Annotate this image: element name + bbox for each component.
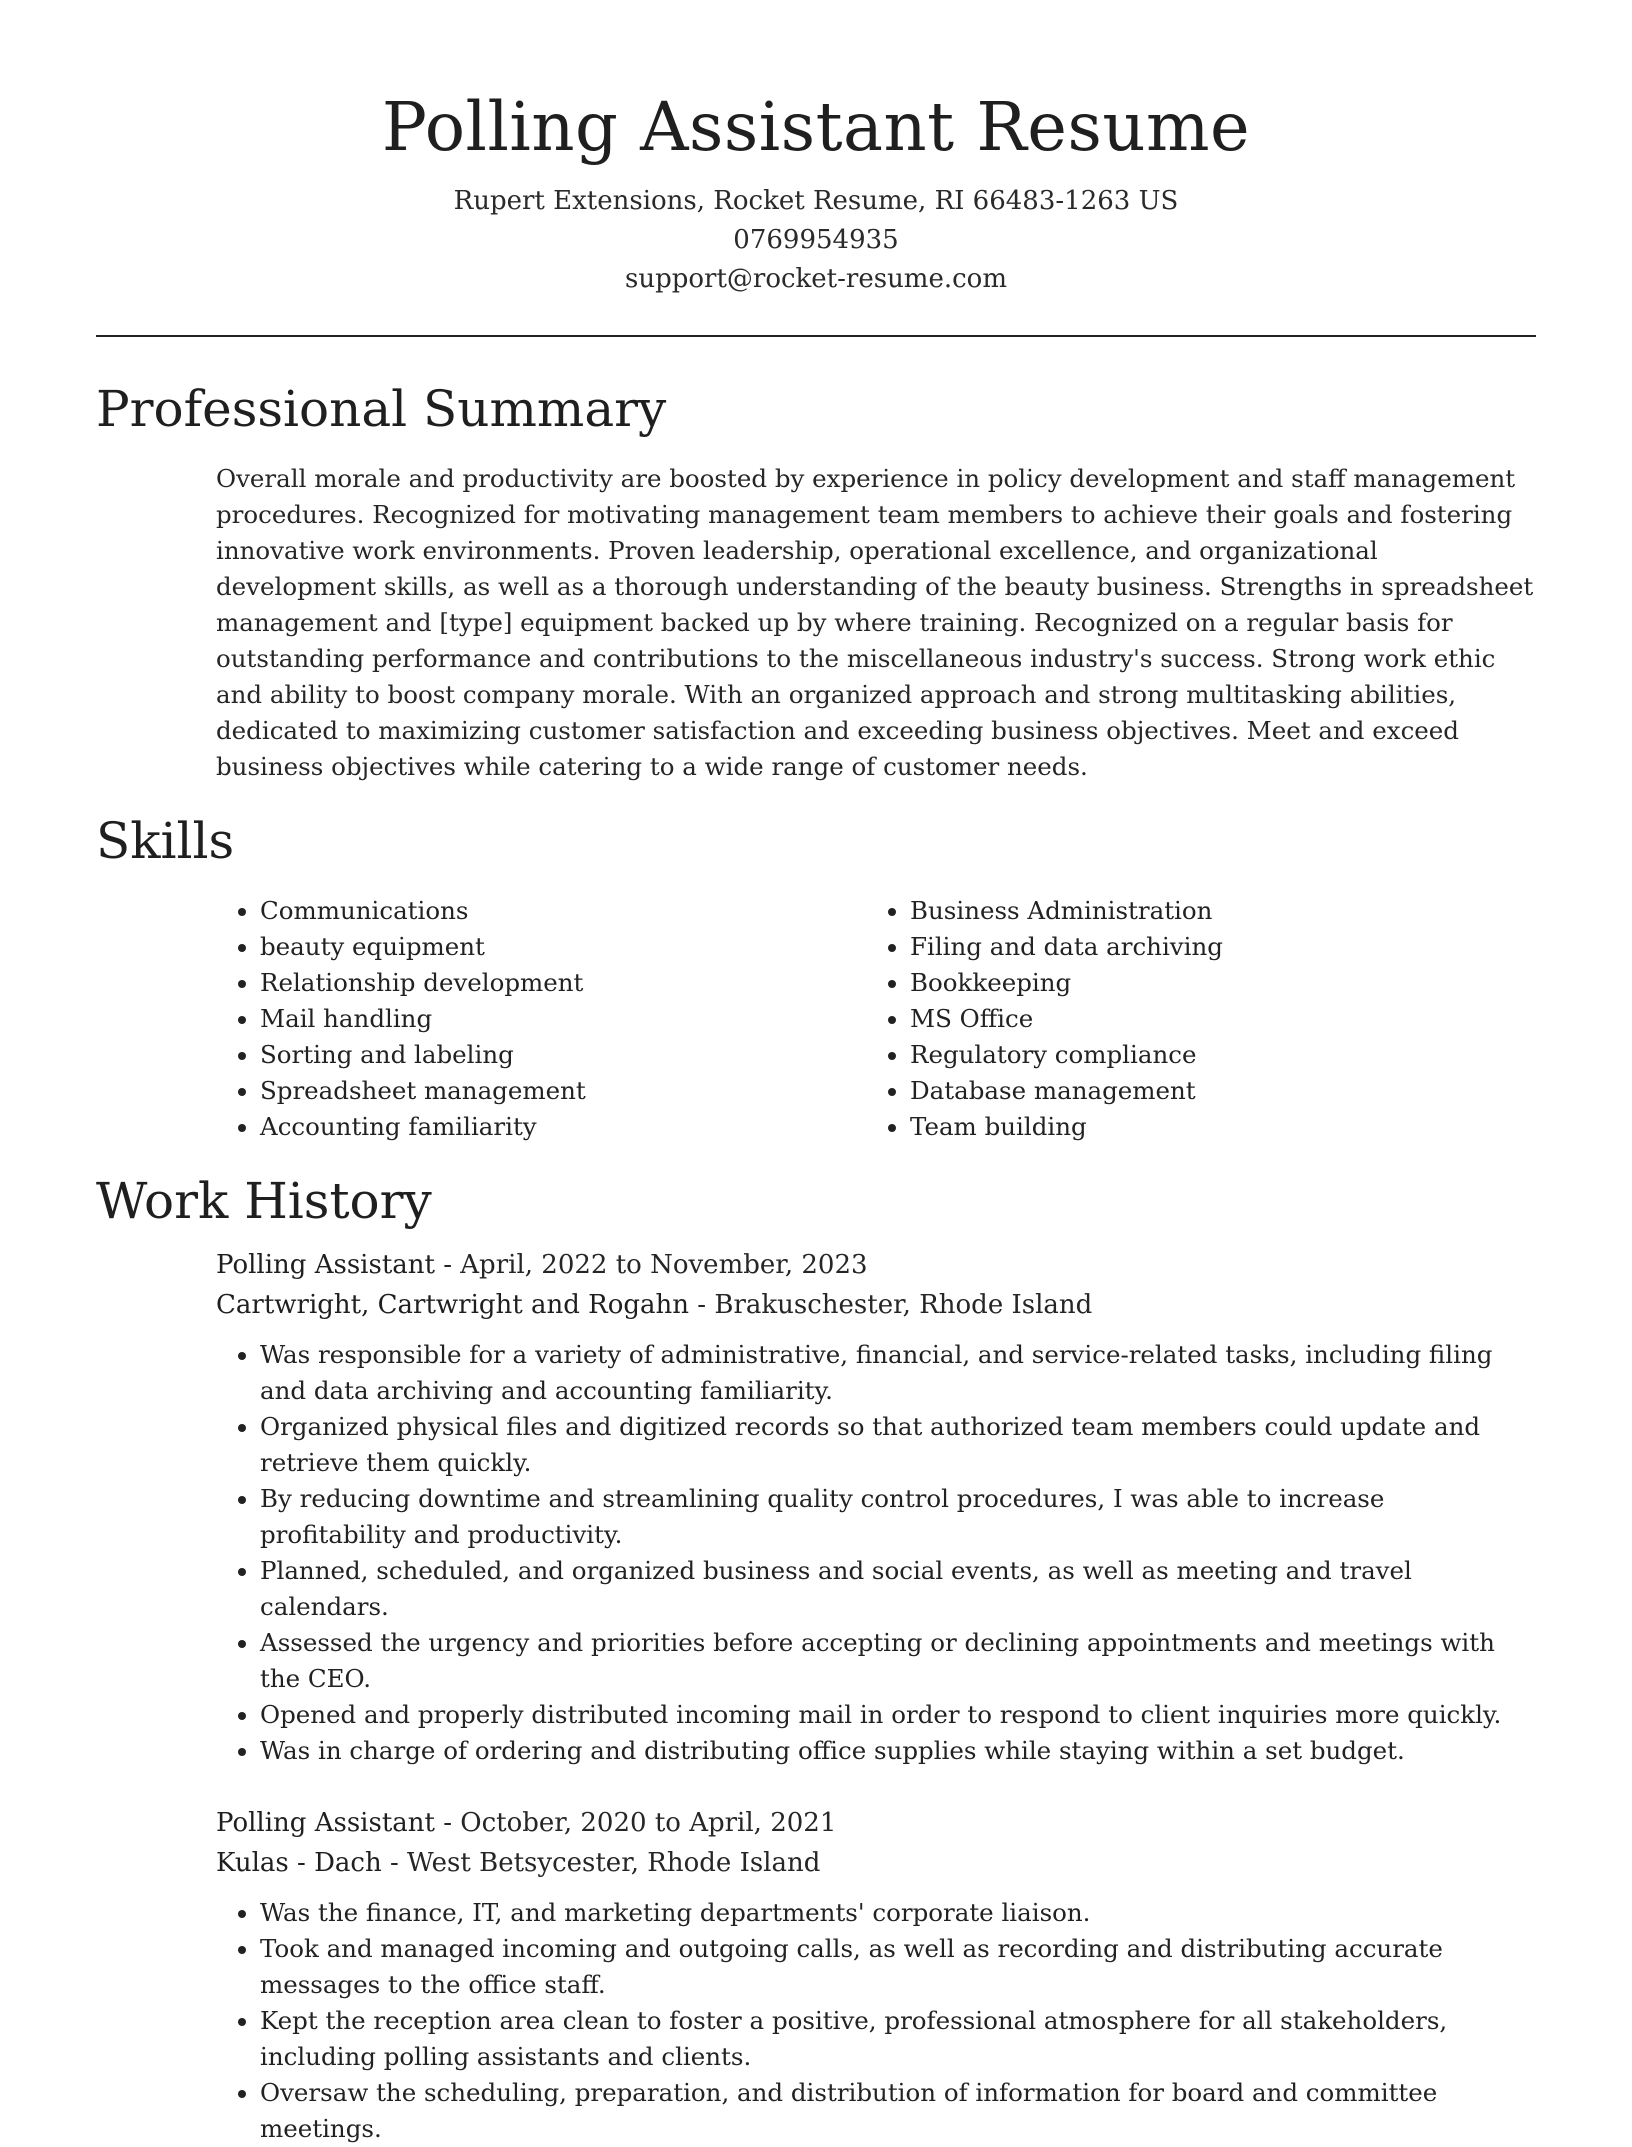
skill-item: • Relationship development xyxy=(260,965,866,1001)
header-divider xyxy=(96,335,1536,337)
job-entry xyxy=(216,1245,1536,1769)
job-company-line xyxy=(216,1285,1536,1325)
job-bullet: • By reducing downtime and streamlining quality control procedures, I was able to increase profitability and productivity. xyxy=(260,1481,1536,1553)
job-bullets xyxy=(216,1337,1536,1769)
work-history-heading: Work History xyxy=(96,1172,432,1230)
job-entry xyxy=(216,1803,1536,2147)
skill-item: • Team building xyxy=(910,1109,1466,1145)
skill-item: • beauty equipment xyxy=(260,929,866,965)
job-dates: - October, 2020 to April, 2021 xyxy=(434,1808,837,1838)
skill-item: • Sorting and labeling xyxy=(260,1037,866,1073)
job-bullet: • Opened and properly distributed incoming mail in order to respond to client inquiries more quickly. xyxy=(260,1697,1536,1733)
job-company: Kulas - Dach xyxy=(216,1848,382,1878)
job-bullet: • Oversaw the scheduling, preparation, and distribution of information for board and committee meetings. xyxy=(260,2075,1536,2147)
skill-item: • Database management xyxy=(910,1073,1466,1109)
job-company: Cartwright, Cartwright and Rogahn xyxy=(216,1290,690,1320)
skills-list-left xyxy=(216,893,866,1145)
job-bullet: • Kept the reception area clean to foster a positive, professional atmosphere for all stakeholders, including polling assistants and clients. xyxy=(260,2003,1536,2075)
job-title-line xyxy=(216,1803,1536,1843)
job-dates: - April, 2022 to November, 2023 xyxy=(434,1250,868,1280)
skill-item: • Business Administration xyxy=(910,893,1466,929)
skill-item: • Communications xyxy=(260,893,866,929)
job-location: - West Betsycester, Rhode Island xyxy=(381,1848,821,1878)
job-title-line xyxy=(216,1245,1536,1285)
job-title: Polling Assistant xyxy=(216,1808,435,1838)
contact-phone: 0769954935 xyxy=(733,225,899,255)
work-history-section xyxy=(96,1171,1536,2147)
skill-item: • Mail handling xyxy=(260,1001,866,1037)
job-company-line xyxy=(216,1843,1536,1883)
job-bullet: • Organized physical files and digitized records so that authorized team members could update and retrieve them quickly. xyxy=(260,1409,1536,1481)
job-bullets xyxy=(216,1895,1536,2147)
contact-info xyxy=(96,182,1536,299)
skills-columns xyxy=(216,893,1536,1145)
skills-section xyxy=(96,811,1536,1145)
summary-section xyxy=(96,379,1536,785)
skill-item: • MS Office xyxy=(910,1001,1466,1037)
resume-title: Polling Assistant Resume xyxy=(381,88,1251,166)
job-bullet: • Was in charge of ordering and distributing office supplies while staying within a set budget. xyxy=(260,1733,1536,1769)
skill-item: • Regulatory compliance xyxy=(910,1037,1466,1073)
skill-item: • Accounting familiarity xyxy=(260,1109,866,1145)
job-bullet: • Planned, scheduled, and organized business and social events, as well as meeting and travel calendars. xyxy=(260,1553,1536,1625)
job-bullet: • Assessed the urgency and priorities before accepting or declining appointments and meetings with the CEO. xyxy=(260,1625,1536,1697)
summary-heading: Professional Summary xyxy=(96,380,667,438)
job-location: - Brakuschester, Rhode Island xyxy=(689,1290,1093,1320)
summary-text: Overall morale and productivity are boosted by experience in policy development and staff management procedures. Recognized for motivating management team members to achieve their goals and fostering innovative work environments. Proven leadership, operational excellence, and organizational development skills, as well as a thorough understanding of the beauty business. Strengths in spreadsheet management and [type] equipment backed up by where training. Recognized on a regular basis for outstanding performance and contributions to the miscellaneous industry's success. Strong work ethic and ability to boost company morale. With an organized approach and strong multitasking abilities, dedicated to maximizing customer satisfaction and exceeding business objectives. Meet and exceed business objectives while catering to a wide range of customer needs. xyxy=(216,464,1534,781)
job-bullet: • Was responsible for a variety of administrative, financial, and service-related tasks, including filing and data archiving and accounting familiarity. xyxy=(260,1337,1536,1409)
resume-header xyxy=(96,0,1536,299)
skill-item: • Spreadsheet management xyxy=(260,1073,866,1109)
job-bullet: • Was the finance, IT, and marketing departments' corporate liaison. xyxy=(260,1895,1536,1931)
skills-list-right xyxy=(866,893,1466,1145)
contact-address: Rupert Extensions, Rocket Resume, RI 66483-1263 US xyxy=(453,186,1179,216)
skills-heading: Skills xyxy=(96,812,235,870)
job-bullet: • Took and managed incoming and outgoing calls, as well as recording and distributing accurate messages to the office staff. xyxy=(260,1931,1536,2003)
skill-item: • Filing and data archiving xyxy=(910,929,1466,965)
contact-email: support@rocket-resume.com xyxy=(624,264,1007,294)
skill-item: • Bookkeeping xyxy=(910,965,1466,1001)
job-title: Polling Assistant xyxy=(216,1250,435,1280)
